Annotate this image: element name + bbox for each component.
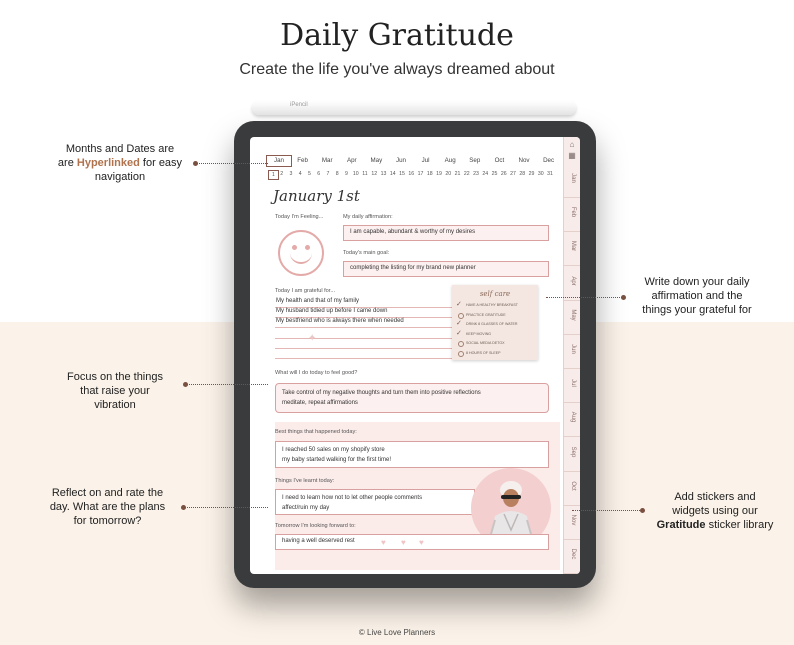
day-link[interactable]: 19: [436, 171, 442, 177]
sidebar-tab-label: Mar: [570, 241, 576, 252]
annotation-word: for easy: [142, 157, 183, 169]
annotation-line: that raise your: [80, 385, 150, 397]
tomorrow-field[interactable]: having a well deserved rest: [275, 534, 549, 550]
day-link[interactable]: 15: [399, 171, 405, 177]
day-link[interactable]: 29: [528, 171, 535, 177]
month-link-may[interactable]: May: [370, 157, 383, 164]
page-subtitle: Create the life you've always dreamed about: [239, 61, 555, 78]
sidebar-tab-label: Apr: [570, 275, 576, 286]
annotation-line: Add stickers and: [674, 491, 756, 503]
annotation-line: Months and Dates are: [65, 143, 175, 155]
planner-screen: [250, 137, 580, 574]
empty-checkbox[interactable]: [458, 351, 464, 357]
check-icon[interactable]: ✓: [456, 320, 462, 327]
sidebar-tab-label: Dec: [570, 548, 576, 560]
grateful-label: Today I am grateful for...: [275, 288, 336, 294]
sidebar-tab-may[interactable]: [564, 300, 580, 335]
empty-checkbox[interactable]: [458, 341, 464, 347]
learnt-line: affect/ruin my day: [282, 505, 330, 511]
best-things-label: Best things that happened today:: [275, 429, 357, 435]
month-link-sep[interactable]: Sep: [469, 157, 481, 164]
month-link-apr[interactable]: Apr: [346, 157, 357, 164]
empty-checkbox[interactable]: [458, 313, 464, 319]
check-icon[interactable]: ✓: [456, 329, 462, 337]
sidebar-tab-jun[interactable]: [564, 334, 580, 369]
learnt-field[interactable]: [275, 489, 475, 515]
annotation-line: vibration: [94, 399, 136, 411]
grid-icon[interactable]: ▦: [568, 151, 576, 160]
grateful-item[interactable]: My bestfriend who is always there when needed: [276, 318, 404, 324]
heart-icon: ♥: [419, 538, 424, 547]
day-link[interactable]: 23: [473, 171, 479, 177]
month-navigation: [266, 157, 558, 167]
goal-field[interactable]: completing the listing for my brand new planner: [343, 261, 549, 277]
day-link[interactable]: 14: [389, 171, 396, 177]
sidebar-tab-dec[interactable]: [564, 539, 580, 574]
sidebar-tab-label: Nov: [570, 514, 576, 526]
annotation-reflect: [30, 486, 185, 528]
grateful-item[interactable]: My husband tidied up before I came down: [276, 308, 388, 314]
feel-good-line: Take control of my negative thoughts and turn them into positive reflections: [282, 390, 481, 396]
heart-icon: ♥: [401, 538, 406, 547]
day-link[interactable]: 9: [345, 171, 348, 177]
annotation-stickers: [640, 490, 790, 532]
sticker-title: self care: [479, 290, 511, 298]
self-care-item: 8 HOURS OF SLEEP: [466, 350, 501, 355]
day-link[interactable]: 17: [417, 171, 424, 177]
day-link[interactable]: 25: [491, 171, 498, 177]
annotation-word: are: [57, 157, 74, 169]
self-care-sticker[interactable]: [452, 285, 538, 360]
sidebar-tab-label: Aug: [570, 412, 576, 423]
learnt-line: I need to learn how not to let other people comments: [282, 495, 423, 501]
pencil-label: iPencil: [290, 102, 308, 108]
annotation-focus: [40, 370, 190, 412]
day-link[interactable]: 6: [317, 171, 321, 177]
sidebar-tab-label: Jul: [570, 379, 576, 388]
connector-dot: [193, 161, 198, 166]
home-icon[interactable]: ⌂: [569, 140, 575, 149]
annotation-line: things your grateful for: [642, 304, 752, 316]
annotation-line: Reflect on and rate the: [51, 487, 164, 499]
day-link[interactable]: 21: [454, 171, 461, 177]
annotation-affirmation: [612, 275, 782, 317]
month-link-aug[interactable]: Aug: [444, 157, 456, 164]
heart-icon: ♥: [381, 538, 386, 547]
self-care-item: SOCIAL MEDIA DETOX: [466, 341, 505, 345]
day-link[interactable]: 1: [268, 170, 279, 180]
annotation-highlight: Gratitude: [656, 519, 706, 531]
connector-dot: [181, 505, 186, 510]
feeling-label: Today I'm Feeling...: [275, 214, 324, 220]
day-link[interactable]: 20: [445, 171, 452, 177]
day-link[interactable]: 31: [547, 171, 553, 177]
day-link[interactable]: 5: [308, 171, 311, 177]
month-link-jul[interactable]: Jul: [421, 157, 430, 164]
self-care-item: HAVE A HEALTHY BREAKFAST: [466, 303, 518, 307]
smiley-icon[interactable]: [278, 230, 324, 276]
best-things-line: I reached 50 sales on my shopify store: [282, 447, 385, 453]
month-sidebar: [563, 137, 580, 574]
day-link[interactable]: 24: [482, 171, 489, 177]
day-navigation: [268, 171, 558, 181]
smiley-mouth: [290, 250, 312, 264]
date-title: January 1st: [273, 187, 360, 205]
day-link[interactable]: 28: [519, 171, 526, 177]
sidebar-tab-label: Jun: [570, 344, 576, 354]
annotation-line: for tomorrow?: [73, 515, 142, 527]
sidebar-tab-jul[interactable]: [564, 368, 580, 403]
feel-good-field[interactable]: [275, 383, 549, 413]
day-link[interactable]: 7: [326, 171, 330, 177]
sidebar-tab-label: May: [570, 309, 576, 321]
footer-copyright: © Live Love Planners: [358, 628, 436, 637]
day-link[interactable]: 27: [510, 171, 516, 177]
day-link[interactable]: 18: [426, 171, 433, 177]
month-link-feb[interactable]: Feb: [297, 157, 308, 164]
self-care-item: PRACTICE GRATITUDE: [466, 312, 506, 317]
sparkle-icon: ✦: [308, 333, 317, 344]
annotation-line: day. What are the plans: [49, 501, 166, 513]
annotation-word: sticker library: [708, 519, 774, 531]
grateful-item[interactable]: My health and that of my family: [276, 298, 360, 304]
sidebar-tab-label: Jan: [570, 173, 576, 183]
annotation-highlight: Hyperlinked: [76, 157, 140, 169]
annotation-connector: [186, 384, 268, 385]
goal-label: Today's main goal:: [343, 250, 390, 256]
annotation-line: Focus on the things: [66, 371, 163, 383]
day-link[interactable]: 12: [371, 171, 378, 177]
month-link-jun[interactable]: Jun: [396, 157, 406, 164]
connector-dot: [621, 295, 626, 300]
best-things-field[interactable]: [275, 441, 549, 468]
month-link-jan[interactable]: Jan: [266, 155, 292, 167]
check-icon[interactable]: ✓: [456, 301, 462, 308]
annotation-line: [40, 156, 200, 170]
sidebar-tab-feb[interactable]: [564, 197, 580, 232]
month-link-dec[interactable]: Dec: [543, 157, 555, 164]
month-link-nov[interactable]: Nov: [518, 157, 530, 164]
sidebar-tab-mar[interactable]: [564, 231, 580, 266]
day-link[interactable]: 10: [352, 171, 359, 177]
annotation-hyperlinks: [40, 142, 200, 184]
day-link[interactable]: 30: [537, 171, 544, 177]
connector-dot: [183, 382, 188, 387]
month-link-oct[interactable]: Oct: [494, 157, 505, 164]
self-care-item: KEEP MOVING: [466, 331, 492, 336]
sidebar-tab-aug[interactable]: [564, 402, 580, 437]
annotation-line: Write down your daily: [644, 276, 750, 288]
feel-good-line: meditate, repeat affirmations: [282, 400, 358, 406]
connector-dot: [640, 508, 645, 513]
sidebar-tab-oct[interactable]: [564, 471, 580, 506]
annotation-connector: [184, 507, 268, 508]
annotation-line: navigation: [94, 171, 146, 183]
sidebar-tab-label: Feb: [570, 207, 576, 218]
annotation-line: [640, 518, 790, 532]
affirmation-label: My daily affirmation:: [343, 214, 393, 220]
day-link[interactable]: 16: [408, 171, 415, 177]
sidebar-tab-label: Oct: [570, 481, 576, 491]
learnt-label: Things I've learnt today:: [275, 478, 335, 484]
day-link[interactable]: 3: [289, 171, 293, 177]
annotation-line: widgets using our: [672, 505, 758, 517]
annotation-connector: [196, 163, 268, 164]
page-title: Daily Gratitude: [280, 18, 514, 53]
sidebar-tab-jan[interactable]: [564, 163, 580, 198]
annotation-line: affirmation and the: [651, 290, 743, 302]
feel-good-label: What will I do today to feel good?: [275, 370, 358, 376]
day-link[interactable]: 4: [298, 171, 302, 177]
annotation-connector: [546, 297, 622, 298]
day-link[interactable]: 11: [362, 171, 368, 177]
apple-pencil: [252, 101, 576, 115]
day-link[interactable]: 22: [463, 171, 470, 177]
self-care-item: DRINK 8 GLASSES OF WATER: [466, 322, 518, 326]
day-link[interactable]: 8: [335, 171, 339, 177]
tomorrow-label: Tomorrow I'm looking forward to:: [275, 523, 356, 529]
day-link[interactable]: 2: [280, 171, 284, 177]
best-things-line: my baby started walking for the first time!: [282, 457, 392, 463]
sidebar-tab-label: Sep: [570, 446, 576, 457]
month-link-mar[interactable]: Mar: [321, 157, 333, 164]
annotation-connector: [572, 510, 642, 511]
day-link[interactable]: 26: [500, 171, 507, 177]
affirmation-field[interactable]: I am capable, abundant & worthy of my desires: [343, 225, 549, 241]
sidebar-tab-sep[interactable]: [564, 437, 580, 472]
day-link[interactable]: 13: [380, 171, 387, 177]
sidebar-tab-apr[interactable]: [564, 266, 580, 301]
